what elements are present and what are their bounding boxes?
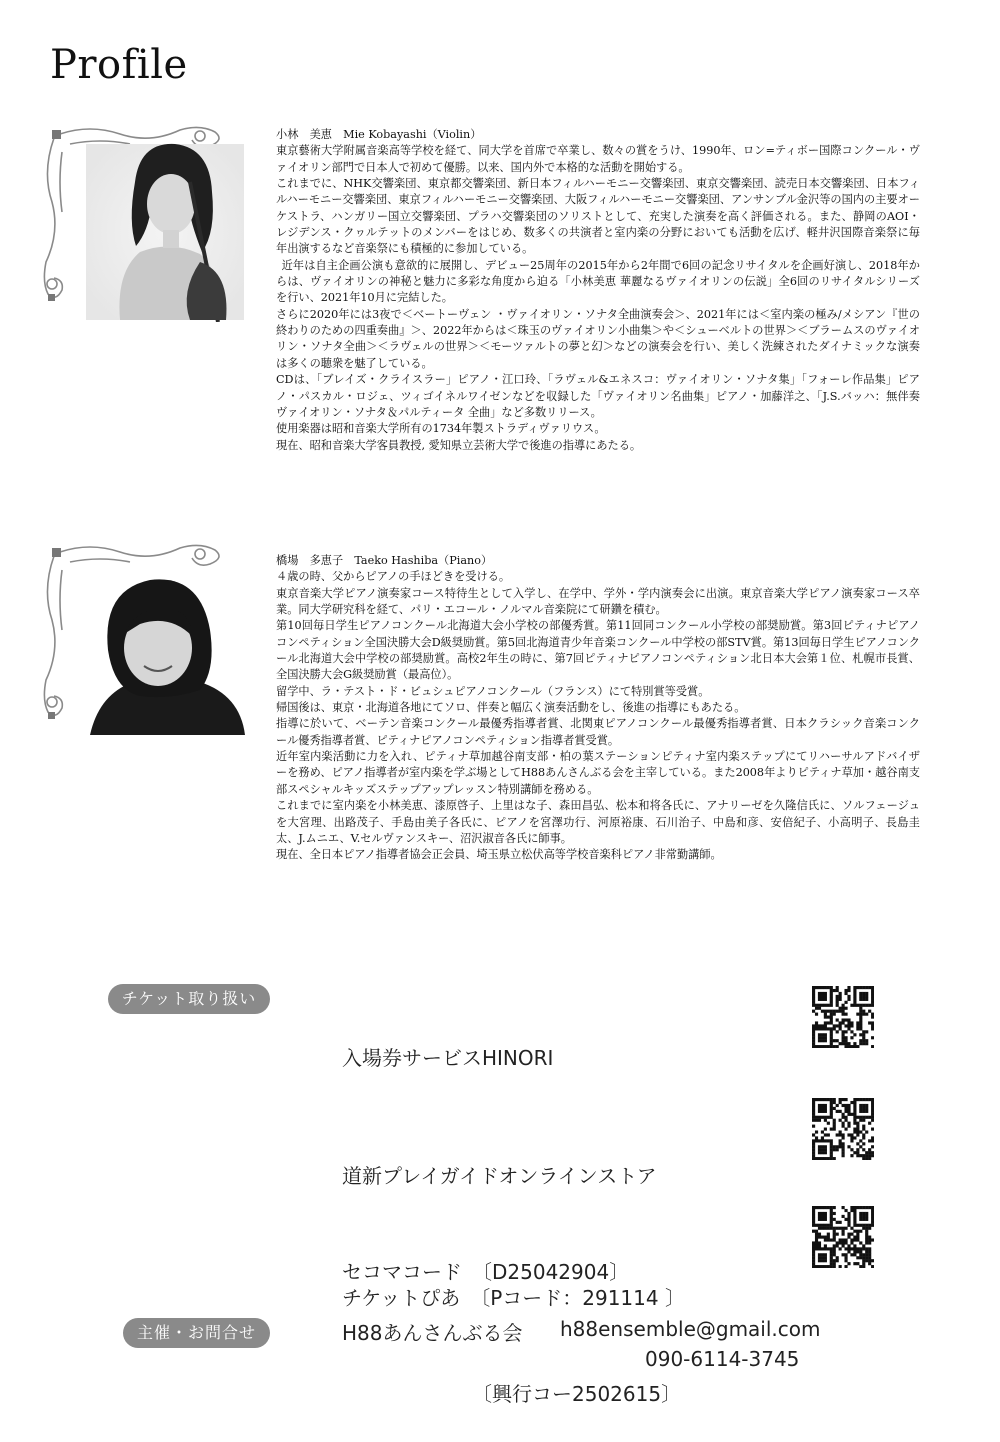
violinist-name: 小林 美恵 Mie Kobayashi（Violin）: [276, 128, 482, 141]
violinist-photo: [40, 122, 255, 322]
ticket-service-name: 道新プレイガイドオンラインストア: [342, 1164, 657, 1188]
violinist-paragraph: これまでに、NHK交響楽団、東京都交響楽団、新日本フィルハーモニー交響楽団、東京交響楽団、読売日本交響楽団、日本フィルハーモニー交響楽団、東京フィルハーモニー交響楽団、大阪フィルハーモニー交響楽団、アンサンブル金沢等の国内の主要オーケストラ、ハンガリー国立交響楽団、プラハ交響楽団のソリストとして、充実した演奏を高く評価される。また、静岡のAOI・レジデンス・クヮルテットのメンバーをはじめ、数多くの共演者と室内楽の分野においても活動を広げ、軽井沢国際音楽祭に毎年出演するなど音楽祭にも積極的に参加している。: [276, 177, 920, 256]
pianist-paragraph: 東京音楽大学ピアノ演奏家コース特待生として入学し、在学中、学外・学内演奏会に出演。東京音楽大学ピアノ演奏家コース卒業。同大学研究科を経て、パリ・エコール・ノルマル音楽院にて研鑽を積む。: [276, 586, 920, 617]
qr-code-icon[interactable]: [812, 1206, 874, 1268]
qr-code-icon[interactable]: [812, 1098, 874, 1160]
ticket-service-code: セコマコード 〔D25042904〕: [342, 1260, 630, 1284]
organizer-name: H88あんさんぶる会: [342, 1321, 523, 1345]
qr-code-icon[interactable]: [812, 986, 874, 1048]
pianist-paragraph: 帰国後は、東京・北海道各地にてソロ、伴奏と幅広く演奏活動をし、後進の指導にもあたる。: [276, 701, 746, 715]
pianist-paragraph: ４歳の時、父からピアノの手ほどきを受ける。: [276, 570, 511, 584]
violinist-paragraph: さらに2020年には3夜で＜ベートーヴェン ・ヴァイオリン・ソナタ全曲演奏会＞、2021年には＜室内楽の極み/メシアン『世の終わりのための四重奏曲』＞、2022年からは＜珠玉のヴァイオリン小曲集＞や＜シューベルトの世界＞＜ブラームスのヴァイオリン・ソナタ全曲＞＜ラヴェルの世界＞＜モーツァルトの夢と幻＞などの演奏会を行い、美しく洗練されたダイナミックな演奏は多くの聴衆を魅了している。: [276, 307, 920, 370]
ticket-label-badge: チケット取り扱い: [108, 984, 270, 1014]
contact-label-badge: 主催・お問合せ: [123, 1318, 270, 1348]
contact-phone[interactable]: 090-6114-3745: [645, 1347, 800, 1371]
violinist-paragraph: CDは、「ブレイズ・クライスラー」ピアノ・江口玲、「ラヴェル&エネスコ：ヴァイオリン・ソナタ集」「フォーレ作品集」ピアノ・パスカル・ロジェ、ツィゴイネルワイゼンなどを収録した「ヴァイオリン名曲集」ピアノ・加藤洋之、「J.S.バッハ：無伴奏ヴァイオリン・ソナタ＆パルティータ 全曲」など多数リリース。: [276, 373, 920, 419]
pianist-profile: [276, 553, 920, 864]
ticket-service-hinori[interactable]: [342, 978, 553, 1106]
pianist-paragraph: これまでに室内楽を小林美恵、漆原啓子、上里はな子、森田昌弘、松本和将各氏に、アナリーゼを久隆信氏に、ソルフェージュを大宮理、出路茂子、手島由美子各氏に、ピアノを宮澤功行、河原裕康、石川治子、中島和彦、安倍紀子、小高明子、長島圭太、J.ムニエ、V.セルヴァンスキー、沼沢淑音各氏に師事。: [276, 799, 920, 845]
ticket-service-name: 入場券サービスHINORI: [342, 1046, 554, 1070]
violinist-paragraph: 東京藝術大学附属音楽高等学校を経て、同大学を首席で卒業し、数々の賞をうけ、1990年、ロン=ティボー国際コンクール・ヴァイオリン部門で日本人で初めて優勝。以来、国内外で本格的な活動を開始する。: [276, 144, 920, 174]
pianist-paragraph: 指導に於いて、ベーテン音楽コンクール最優秀指導者賞、北関東ピアノコンクール最優秀指導者賞、日本クラシック音楽コンクール優秀指導者賞、ピティナピアノコンペティション指導者賞受賞。: [276, 717, 920, 747]
pianist-paragraph: 現在、全日本ピアノ指導者協会正会員、埼玉県立松伏高等学校音楽科ピアノ非常勤講師。: [276, 848, 722, 862]
violinist-profile: [276, 127, 920, 454]
pianist-photo: [40, 540, 255, 740]
pianist-paragraph: 留学中、ラ・テスト・ド・ビュシュピアノコンクール（フランス）にて特別賞等受賞。: [276, 684, 710, 698]
ticket-service-code: 〔興行コー2502615〕: [342, 1382, 682, 1406]
pianist-paragraph: 近年室内楽活動に力を入れ、ピティナ草加越谷南支部・柏の葉ステーションピティナ室内楽ステップにてリハーサルアドバイザーを務め、ピアノ指導者が室内楽を学ぶ場としてH88あんさんぶる会を主宰している。また2008年よりピティナ草加・越谷南支部スペシャルキッズステップアップレッスン特別講師を務める。: [276, 750, 920, 796]
violinist-paragraph: 使用楽器は昭和音楽大学所有の1734年製ストラディヴァリウス。: [276, 422, 606, 436]
violinist-paragraph: 現在、昭和音楽大学客員教授, 愛知県立芸術大学で後進の指導にあたる。: [276, 438, 642, 452]
violinist-paragraph: 近年は自主企画公演も意欲的に展開し、デビュー25周年の2015年から2年間で6回の記念リサイタルを企画好演し、2018年からは、ヴァイオリンの神秘と魅力に多彩な角度から迫る「小林美恵 華麗なるヴァイオリンの伝説」全6回のリサイタルシリーズを行い、2021年10月に完結した。: [276, 258, 920, 305]
contact-email[interactable]: h88ensemble@gmail.com: [560, 1317, 821, 1341]
pianist-name: 橋場 多恵子 Taeko Hashiba（Piano）: [276, 554, 493, 567]
ticket-service-name: チケットぴあ 〔Pコード：291114 〕: [342, 1286, 685, 1310]
pianist-paragraph: 第10回毎日学生ピアノコンクール北海道大会小学校の部優秀賞。第11回同コンクール小学校の部奨励賞。第3回ピティナピアノコンペティション全国決勝大会D級奨励賞。第5回北海道青少年音楽コンクール中学校の部STV賞。第13回毎日学生ピアノコンクール北海道大会中学校の部奨励賞。高校2年生の時に、第7回ピティナピアノコンペティション北日本大会第１位、札幌市長賞、全国決勝大会G級奨励賞（最高位）。: [276, 619, 920, 682]
page-title: Profile: [50, 42, 188, 88]
